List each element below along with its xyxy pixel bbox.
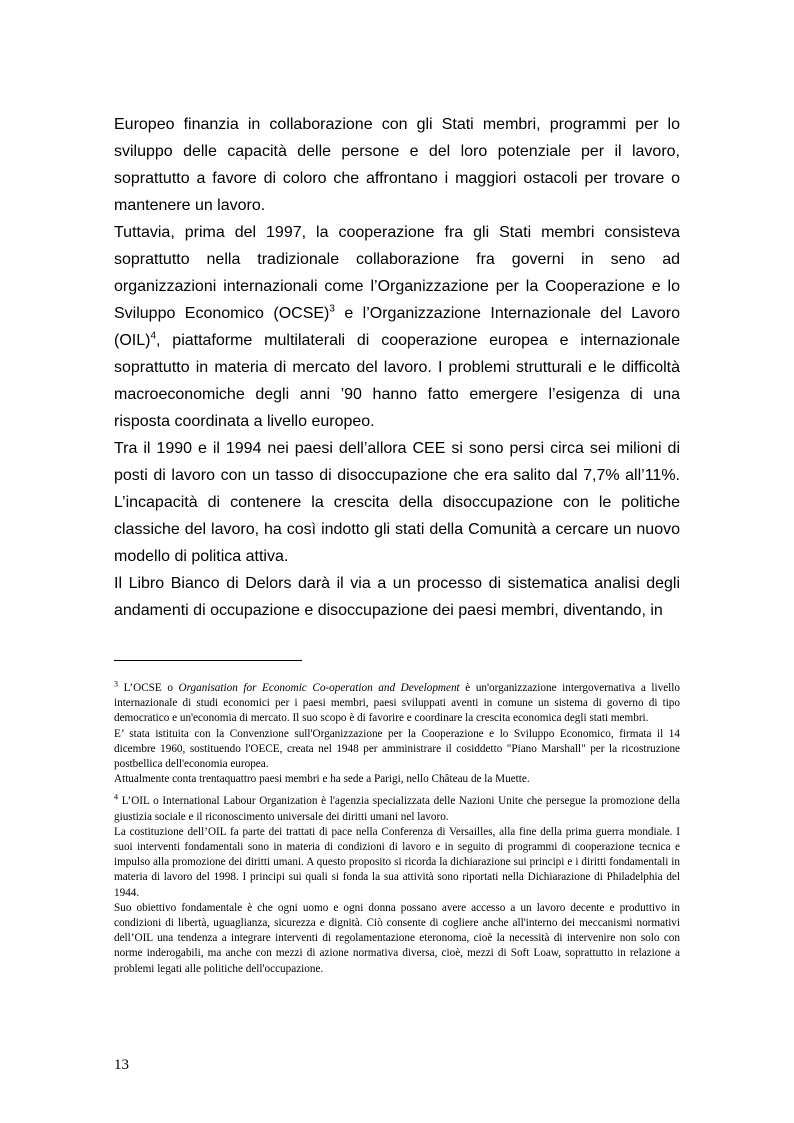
footnote-4-paragraph-2: La costituzione dell’OIL fa parte dei trattati di pace nella Conferenza di Versailles, alla fine della prima guerra mondiale. I suoi interventi fondamentali sono in materia di condizioni di lavoro e in seguito di programmi di cooperazione tecnica e impulso alla promozione dei diritti umani. A questo proposito si ricorda la dichiarazione sui principi e i diritti fondamentali in materia di lavoro del 1998. I principi sui quali si fonda la sua attività sono riportati nella Dichiarazione di Philadelphia del 1944. — [114, 825, 680, 899]
page-number: 13 — [114, 1057, 129, 1073]
footnote-3-paragraph-2: E’ stata istituita con la Convenzione sull'Organizzazione per la Cooperazione e lo Sviluppo Economico, firmata il 14 dicembre 1960, sostituendo l'OECE, creata nel 1948 per amministrare il cosiddetto "Piano Marshall" per la ricostruzione postbellica dell'economia europea. — [114, 727, 680, 771]
footnote-3-lead: L’OCSE o — [118, 682, 179, 694]
footnote-3-number: 3 — [114, 679, 118, 689]
paragraph-2-part-c: , piattaforme multilaterali di cooperazione europea e internazionale soprattutto in materia di mercato del lavoro. I problemi strutturali e le difficoltà macroeconomiche degli anni ’90 hanno fatto emergere l’esigenza di una risposta coordinata a livello europeo. — [114, 332, 680, 430]
paragraph-1: Europeo finanzia in collaborazione con gli Stati membri, programmi per lo sviluppo delle capacità delle persone e del loro potenziale per il lavoro, soprattutto a favore di coloro che affrontano i maggiori ostacoli per trovare o mantenere un lavoro. — [114, 116, 680, 214]
paragraph-2-part-b: e l’Organizzazione Internazionale del Lavoro (OIL) — [114, 305, 680, 349]
footnote-4-lead: L’OIL o International Labour Organization è l'agenzia specializzata delle Nazioni Unite che persegue la promozione della giustizia sociale e il riconoscimento universale dei diritti umani nel lavoro. — [114, 795, 680, 823]
footnote-3-paragraph-1 — [114, 681, 680, 727]
footnote-3-rest: è un'organizzazione intergovernativa a livello internazionale di studi economici per i paesi membri, paesi sviluppati aventi in comune un sistema di governo di tipo democratico e un'economia di mercato. Il suo scopo è di favorire e coordinare la crescita economica degli stati membri. — [114, 682, 680, 725]
paragraph-2-part-a: Tuttavia, prima del 1997, la cooperazione fra gli Stati membri consisteva soprattutto nella tradizionale collaborazione fra governi in seno ad organizzazioni internazionali come l’Organizzazione per la Cooperazione e lo Sviluppo Economico (OCSE) — [114, 224, 680, 322]
footnote-3 — [114, 681, 680, 787]
footnote-ref-4[interactable]: 4 — [150, 330, 157, 342]
footnote-4-number: 4 — [114, 792, 118, 802]
footnote-4-paragraph-1 — [114, 794, 680, 824]
footnote-3-italic: Organisation for Economic Co-operation and Development — [178, 682, 460, 694]
paragraph-3: Tra il 1990 e il 1994 nei paesi dell’allora CEE si sono persi circa sei milioni di posti di lavoro con un tasso di disoccupazione che era salito dal 7,7% all’11%. L’incapacità di contenere la crescita della disoccupazione con le politiche classiche del lavoro, ha così indotto gli stati della Comunità a cercare un nuovo modello di politica attiva. — [114, 440, 680, 565]
paragraph-2 — [114, 219, 680, 435]
footnote-4 — [114, 794, 680, 976]
footnote-3-paragraph-3: Attualmente conta trentaquattro paesi membri e ha sede a Parigi, nello Château de la Muette. — [114, 773, 530, 786]
footnote-separator — [114, 660, 302, 661]
main-body-text — [114, 111, 680, 624]
footnote-ref-3[interactable]: 3 — [329, 303, 335, 315]
footnote-4-paragraph-3: Suo obiettivo fondamentale è che ogni uomo e ogni donna possano avere accesso a un lavoro decente e produttivo in condizioni di libertà, uguaglianza, sicurezza e dignità. Ciò consente di cogliere anche all'interno dei meccanismi normativi dell’OIL una tendenza a integrare interventi di regolamentazione eteronoma, cioè la necessità di intervenire non solo con norme inderogabili, ma anche con mezzi di azione normativa diversa, cioè, mezzi di Soft Loaw, soprattutto in relazione a problemi legati alle politiche dell'occupazione. — [114, 901, 680, 975]
paragraph-4: Il Libro Bianco di Delors darà il via a un processo di sistematica analisi degli andamenti di occupazione e disoccupazione dei paesi membri, diventando, in — [114, 575, 680, 619]
footnotes — [114, 681, 680, 977]
